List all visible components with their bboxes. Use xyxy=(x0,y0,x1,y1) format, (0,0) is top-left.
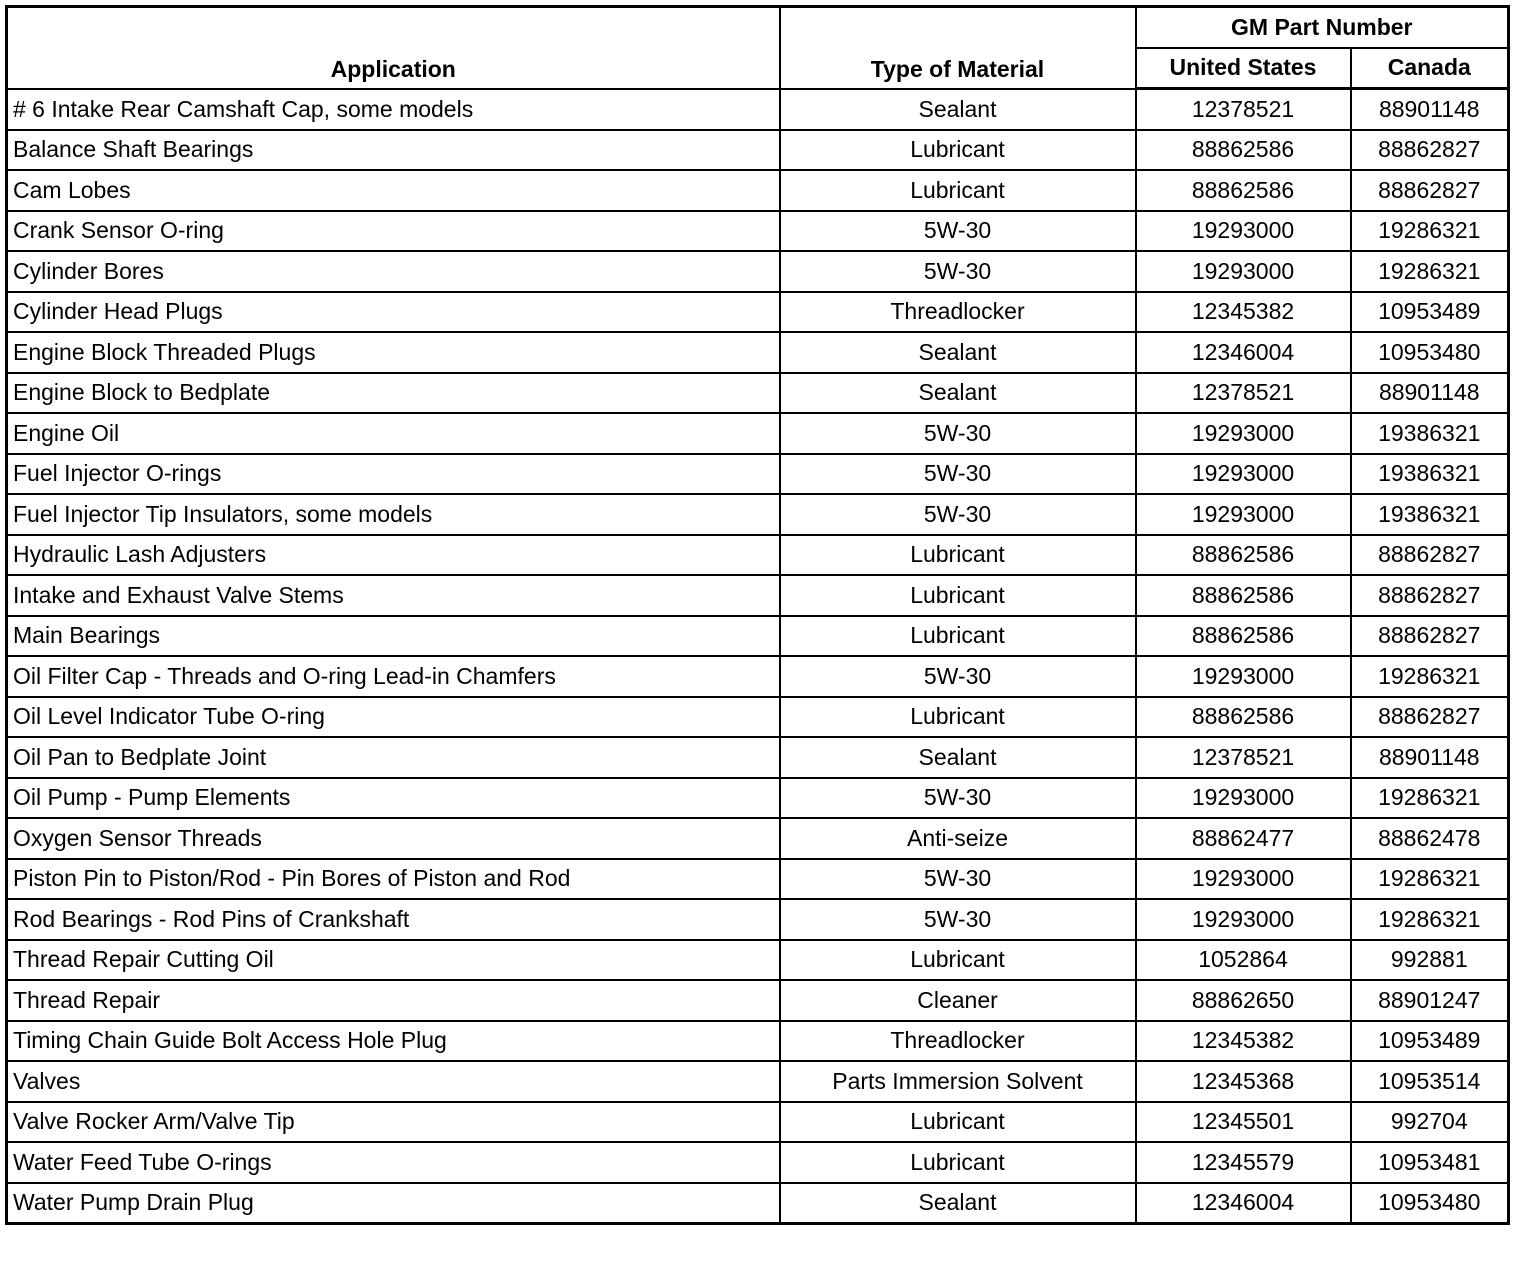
us-part-number-cell: 12345368 xyxy=(1136,1061,1351,1102)
us-part-number-cell: 19293000 xyxy=(1136,656,1351,697)
us-part-number-cell: 12345501 xyxy=(1136,1102,1351,1143)
application-cell: Water Feed Tube O-rings xyxy=(7,1142,780,1183)
canada-part-number-cell: 88862827 xyxy=(1351,616,1509,657)
application-cell: Oil Pump - Pump Elements xyxy=(7,778,780,819)
application-cell: Piston Pin to Piston/Rod - Pin Bores of Piston and Rod xyxy=(7,859,780,900)
table-row xyxy=(7,616,1509,657)
table-body xyxy=(7,89,1509,1224)
us-part-number-cell: 19293000 xyxy=(1136,778,1351,819)
table-row xyxy=(7,130,1509,171)
us-part-number-cell: 88862586 xyxy=(1136,575,1351,616)
application-cell: Valves xyxy=(7,1061,780,1102)
us-part-number-cell: 88862650 xyxy=(1136,980,1351,1021)
table-row xyxy=(7,899,1509,940)
us-part-number-cell: 19293000 xyxy=(1136,211,1351,252)
material-cell: 5W-30 xyxy=(780,899,1136,940)
application-cell: Oil Level Indicator Tube O-ring xyxy=(7,697,780,738)
material-cell: 5W-30 xyxy=(780,413,1136,454)
table-row xyxy=(7,940,1509,981)
application-cell: Water Pump Drain Plug xyxy=(7,1183,780,1224)
canada-part-number-cell: 88862827 xyxy=(1351,575,1509,616)
table-row xyxy=(7,1061,1509,1102)
material-cell: Lubricant xyxy=(780,940,1136,981)
us-part-number-cell: 12378521 xyxy=(1136,373,1351,414)
table-row xyxy=(7,1102,1509,1143)
canada-part-number-cell: 992704 xyxy=(1351,1102,1509,1143)
canada-part-number-cell: 19286321 xyxy=(1351,778,1509,819)
canada-part-number-cell: 88862827 xyxy=(1351,535,1509,576)
us-part-number-cell: 12345382 xyxy=(1136,1021,1351,1062)
canada-part-number-cell: 88862478 xyxy=(1351,818,1509,859)
canada-part-number-cell: 19286321 xyxy=(1351,899,1509,940)
canada-part-number-cell: 19386321 xyxy=(1351,413,1509,454)
us-part-number-cell: 88862586 xyxy=(1136,170,1351,211)
table-row xyxy=(7,494,1509,535)
application-cell: Cylinder Bores xyxy=(7,251,780,292)
us-part-number-cell: 19293000 xyxy=(1136,454,1351,495)
application-cell: # 6 Intake Rear Camshaft Cap, some models xyxy=(7,89,780,130)
table-row xyxy=(7,737,1509,778)
application-cell: Intake and Exhaust Valve Stems xyxy=(7,575,780,616)
canada-part-number-cell: 19286321 xyxy=(1351,211,1509,252)
application-cell: Engine Block to Bedplate xyxy=(7,373,780,414)
application-cell: Cam Lobes xyxy=(7,170,780,211)
application-cell: Engine Block Threaded Plugs xyxy=(7,332,780,373)
header-gm-part-number: GM Part Number xyxy=(1136,7,1509,48)
material-cell: Lubricant xyxy=(780,1142,1136,1183)
table-header xyxy=(7,7,1509,89)
material-cell: Sealant xyxy=(780,1183,1136,1224)
us-part-number-cell: 88862586 xyxy=(1136,697,1351,738)
material-cell: Sealant xyxy=(780,332,1136,373)
application-cell: Oil Pan to Bedplate Joint xyxy=(7,737,780,778)
table-row xyxy=(7,1142,1509,1183)
table-row xyxy=(7,778,1509,819)
us-part-number-cell: 12346004 xyxy=(1136,1183,1351,1224)
application-cell: Cylinder Head Plugs xyxy=(7,292,780,333)
application-cell: Oil Filter Cap - Threads and O-ring Lead-in Chamfers xyxy=(7,656,780,697)
us-part-number-cell: 12346004 xyxy=(1136,332,1351,373)
material-cell: Sealant xyxy=(780,89,1136,130)
us-part-number-cell: 19293000 xyxy=(1136,251,1351,292)
material-cell: Threadlocker xyxy=(780,1021,1136,1062)
material-cell: Anti-seize xyxy=(780,818,1136,859)
header-application: Application xyxy=(7,7,780,89)
canada-part-number-cell: 19286321 xyxy=(1351,656,1509,697)
canada-part-number-cell: 19386321 xyxy=(1351,494,1509,535)
material-cell: Cleaner xyxy=(780,980,1136,1021)
canada-part-number-cell: 88901148 xyxy=(1351,737,1509,778)
application-cell: Rod Bearings - Rod Pins of Crankshaft xyxy=(7,899,780,940)
canada-part-number-cell: 10953489 xyxy=(1351,292,1509,333)
material-cell: 5W-30 xyxy=(780,211,1136,252)
canada-part-number-cell: 19286321 xyxy=(1351,859,1509,900)
material-cell: Sealant xyxy=(780,737,1136,778)
table-row xyxy=(7,859,1509,900)
material-cell: 5W-30 xyxy=(780,859,1136,900)
us-part-number-cell: 88862586 xyxy=(1136,130,1351,171)
application-cell: Thread Repair Cutting Oil xyxy=(7,940,780,981)
us-part-number-cell: 88862586 xyxy=(1136,616,1351,657)
header-united-states: United States xyxy=(1136,48,1351,89)
us-part-number-cell: 12345579 xyxy=(1136,1142,1351,1183)
material-cell: 5W-30 xyxy=(780,656,1136,697)
application-cell: Thread Repair xyxy=(7,980,780,1021)
canada-part-number-cell: 88862827 xyxy=(1351,697,1509,738)
material-cell: Lubricant xyxy=(780,170,1136,211)
us-part-number-cell: 88862586 xyxy=(1136,535,1351,576)
table-row xyxy=(7,413,1509,454)
table-row xyxy=(7,980,1509,1021)
us-part-number-cell: 19293000 xyxy=(1136,413,1351,454)
header-canada: Canada xyxy=(1351,48,1509,89)
application-cell: Crank Sensor O-ring xyxy=(7,211,780,252)
material-cell: Lubricant xyxy=(780,535,1136,576)
material-cell: 5W-30 xyxy=(780,778,1136,819)
us-part-number-cell: 19293000 xyxy=(1136,899,1351,940)
canada-part-number-cell: 19386321 xyxy=(1351,454,1509,495)
material-cell: Lubricant xyxy=(780,697,1136,738)
material-cell: 5W-30 xyxy=(780,454,1136,495)
canada-part-number-cell: 19286321 xyxy=(1351,251,1509,292)
us-part-number-cell: 88862477 xyxy=(1136,818,1351,859)
material-cell: Lubricant xyxy=(780,130,1136,171)
application-cell: Hydraulic Lash Adjusters xyxy=(7,535,780,576)
application-cell: Fuel Injector O-rings xyxy=(7,454,780,495)
canada-part-number-cell: 10953481 xyxy=(1351,1142,1509,1183)
application-cell: Oxygen Sensor Threads xyxy=(7,818,780,859)
table-row xyxy=(7,575,1509,616)
us-part-number-cell: 1052864 xyxy=(1136,940,1351,981)
us-part-number-cell: 19293000 xyxy=(1136,494,1351,535)
table-row xyxy=(7,818,1509,859)
canada-part-number-cell: 88901148 xyxy=(1351,373,1509,414)
material-cell: 5W-30 xyxy=(780,494,1136,535)
table-row xyxy=(7,373,1509,414)
material-cell: Threadlocker xyxy=(780,292,1136,333)
material-cell: Lubricant xyxy=(780,616,1136,657)
table-row xyxy=(7,697,1509,738)
material-cell: Sealant xyxy=(780,373,1136,414)
canada-part-number-cell: 10953480 xyxy=(1351,332,1509,373)
canada-part-number-cell: 88862827 xyxy=(1351,170,1509,211)
us-part-number-cell: 12378521 xyxy=(1136,89,1351,130)
table-row xyxy=(7,292,1509,333)
material-cell: Lubricant xyxy=(780,575,1136,616)
table-row xyxy=(7,332,1509,373)
table-row xyxy=(7,535,1509,576)
us-part-number-cell: 19293000 xyxy=(1136,859,1351,900)
table-row xyxy=(7,454,1509,495)
application-cell: Main Bearings xyxy=(7,616,780,657)
canada-part-number-cell: 10953489 xyxy=(1351,1021,1509,1062)
canada-part-number-cell: 992881 xyxy=(1351,940,1509,981)
us-part-number-cell: 12345382 xyxy=(1136,292,1351,333)
table-row xyxy=(7,251,1509,292)
canada-part-number-cell: 88862827 xyxy=(1351,130,1509,171)
material-cell: 5W-30 xyxy=(780,251,1136,292)
application-cell: Timing Chain Guide Bolt Access Hole Plug xyxy=(7,1021,780,1062)
parts-table xyxy=(5,5,1510,1225)
application-cell: Balance Shaft Bearings xyxy=(7,130,780,171)
table-row xyxy=(7,170,1509,211)
material-cell: Parts Immersion Solvent xyxy=(780,1061,1136,1102)
table-row xyxy=(7,1021,1509,1062)
header-material: Type of Material xyxy=(780,7,1136,89)
us-part-number-cell: 12378521 xyxy=(1136,737,1351,778)
canada-part-number-cell: 10953480 xyxy=(1351,1183,1509,1224)
canada-part-number-cell: 10953514 xyxy=(1351,1061,1509,1102)
application-cell: Fuel Injector Tip Insulators, some models xyxy=(7,494,780,535)
table-row xyxy=(7,211,1509,252)
application-cell: Engine Oil xyxy=(7,413,780,454)
application-cell: Valve Rocker Arm/Valve Tip xyxy=(7,1102,780,1143)
table-row xyxy=(7,656,1509,697)
canada-part-number-cell: 88901247 xyxy=(1351,980,1509,1021)
table-row xyxy=(7,1183,1509,1224)
table-row xyxy=(7,89,1509,130)
header-row-top xyxy=(7,7,1509,48)
material-cell: Lubricant xyxy=(780,1102,1136,1143)
canada-part-number-cell: 88901148 xyxy=(1351,89,1509,130)
